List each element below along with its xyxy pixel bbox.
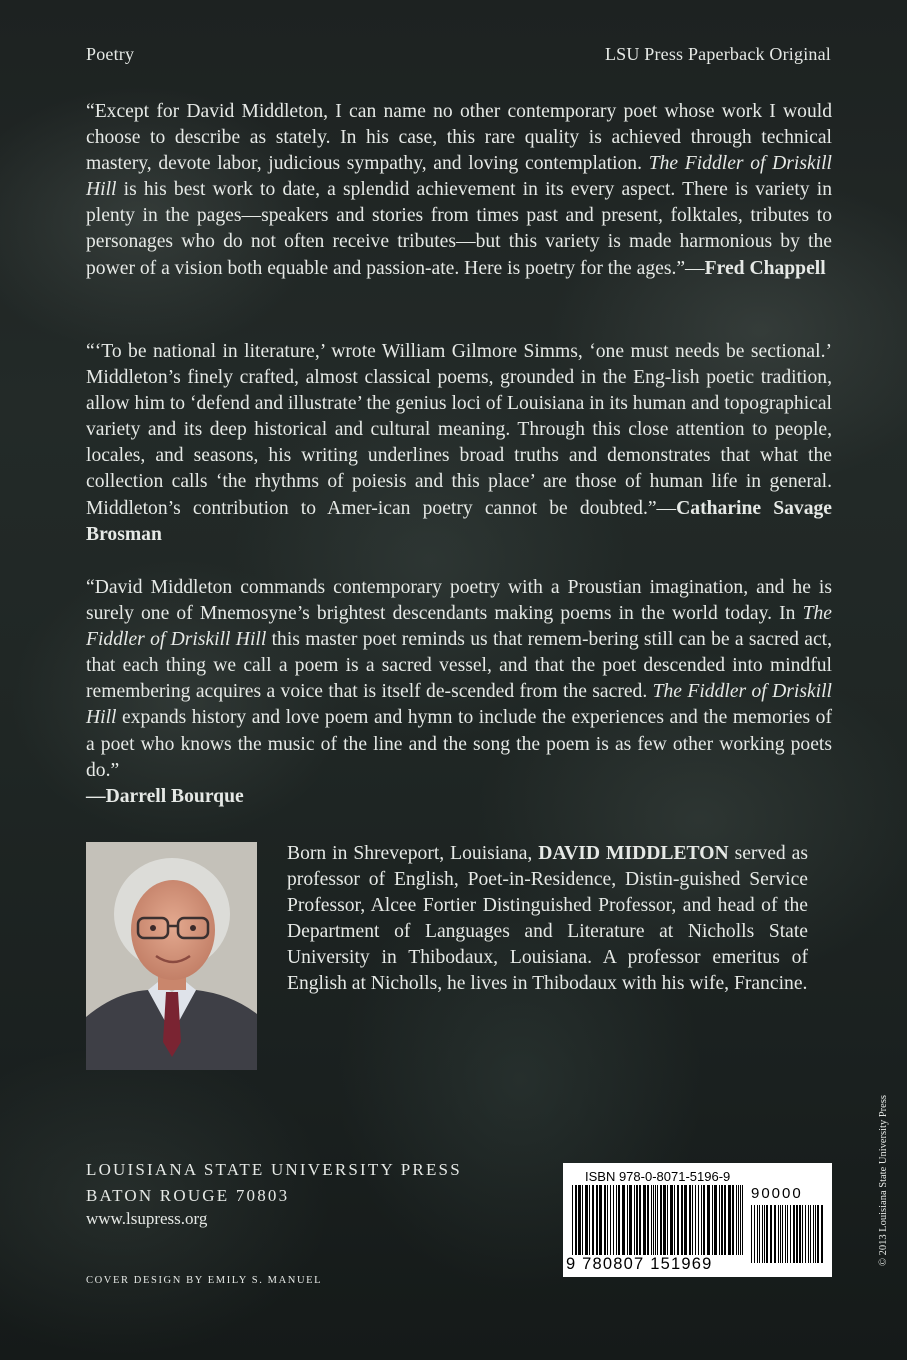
ean-barcode-bars — [572, 1185, 746, 1255]
barcode-bar — [799, 1205, 801, 1263]
barcode-bar — [821, 1205, 823, 1263]
barcode-bar — [582, 1185, 583, 1255]
author-name: DAVID MIDDLETON — [538, 843, 729, 864]
barcode-bar — [677, 1185, 679, 1255]
barcode-bar — [724, 1185, 726, 1255]
category-label: Poetry — [86, 44, 135, 64]
barcode-bar — [589, 1185, 590, 1255]
blurb-author: Fred Chappell — [704, 257, 826, 279]
author-bio — [287, 841, 808, 998]
barcode-bar — [604, 1185, 606, 1255]
publisher-city: BATON ROUGE 70803 — [86, 1186, 290, 1205]
price-addon-code: 90000 — [751, 1185, 803, 1202]
barcode-bar — [585, 1185, 588, 1255]
barcode-bar — [790, 1205, 791, 1263]
copyright-notice: © 2013 Louisiana State University Press — [878, 1095, 889, 1266]
barcode-bar — [622, 1185, 625, 1255]
edition-label: LSU Press Paperback Original — [604, 44, 831, 64]
barcode-bar — [802, 1205, 803, 1263]
barcode-bar — [793, 1205, 795, 1263]
barcode-bar — [651, 1185, 652, 1255]
barcode-bar — [813, 1205, 814, 1263]
author-portrait-illustration — [86, 842, 257, 1070]
barcode-bar — [770, 1205, 772, 1263]
cover-design-credit: COVER DESIGN BY EMILY S. MANUEL — [86, 1275, 323, 1286]
barcode-bar — [698, 1185, 699, 1255]
barcode-bar — [660, 1185, 662, 1255]
barcode-bar — [613, 1185, 614, 1255]
barcode-bar — [736, 1185, 737, 1255]
barcode-bar — [643, 1185, 646, 1255]
barcode-bar — [732, 1185, 734, 1255]
author-photo — [86, 842, 257, 1070]
barcode-bar — [657, 1185, 658, 1255]
barcode-bar — [762, 1205, 763, 1263]
barcode-bar — [647, 1185, 649, 1255]
barcode-bar — [808, 1205, 809, 1263]
blurb-text: “‘To be national in literature,’ wrote William Gilmore Simms, ‘one must needs be sectional.’ Middleton’s finely crafted, almost classical poems, grounded in the Eng-lish poetic tradition, allow him to ‘defend and illustrate’ the genius loci of Louisiana in its human and topographical variety and its deep historical and cultural meaning. Through this close attention to people, locales, and seasons, his writing underlines broad truths and demonstrates that what the collection calls ‘the rhythms of poiesis and this place’ are those of human life in general. Middleton’s contribution to Amer-ican poetry cannot be doubted.”— — [86, 341, 832, 519]
barcode-bar — [592, 1185, 594, 1255]
barcode-bar — [728, 1185, 731, 1255]
blurb-text: expands history and love poem and hymn to include the experiences and the memories of a poet who knows the music of the line and the song the poem is as few other working poets do.” — [86, 707, 832, 781]
barcode-bar — [817, 1205, 819, 1263]
barcode-bar — [751, 1205, 752, 1263]
barcode-bar — [684, 1185, 687, 1255]
barcode-bar — [639, 1185, 641, 1255]
barcode-bar — [629, 1185, 632, 1255]
barcode-bar — [599, 1185, 602, 1255]
barcode-bar — [721, 1185, 723, 1255]
barcode-bar — [618, 1185, 620, 1255]
barcode-bar — [757, 1205, 758, 1263]
blurb-author: —Darrell Bourque — [86, 785, 244, 807]
barcode-bar — [681, 1185, 683, 1255]
book-title: The Fiddler of Driskill Hill — [86, 153, 832, 201]
barcode-bar — [738, 1185, 739, 1255]
bio-intro: Born in Shreveport, Louisiana, — [287, 843, 539, 864]
barcode-bar — [572, 1185, 573, 1255]
barcode-bar — [815, 1205, 816, 1263]
barcode-bar — [674, 1185, 675, 1255]
barcode-bar — [785, 1205, 786, 1263]
barcode-bar — [714, 1185, 717, 1255]
barcode-bar — [695, 1185, 696, 1255]
barcode-bar — [780, 1205, 781, 1263]
barcode-bar — [764, 1205, 765, 1263]
barcode-bar — [712, 1185, 713, 1255]
barcode-bar — [754, 1205, 755, 1263]
barcode-bar — [616, 1185, 617, 1255]
book-title: The Fiddler of Driskill Hill — [86, 681, 832, 729]
barcode-bar — [627, 1185, 628, 1255]
bio-text: served as professor of English, Poet-in-Residence, Distin-guished Service Professor, Alcee Fortier Distinguished Professor, and head of the Department of Languages and Literature at Nicholls State University in Thibodaux, Louisiana. A professor emeritus of English at Nicholls, he lives in Thibodaux with his wife, Francine. — [287, 843, 808, 995]
addon-barcode-bars — [751, 1205, 827, 1263]
barcode-bar — [787, 1205, 788, 1263]
barcode-bar — [742, 1185, 743, 1255]
barcode-bar — [653, 1185, 654, 1255]
barcode-bar — [810, 1205, 811, 1263]
barcode-bar — [774, 1205, 776, 1263]
barcode-bar — [670, 1185, 673, 1255]
barcode-bar — [607, 1185, 608, 1255]
blurb-author: Catharine Savage Brosman — [86, 497, 832, 545]
barcode-bar — [796, 1205, 798, 1263]
barcode-bar — [596, 1185, 598, 1255]
barcode-bar — [805, 1205, 806, 1263]
barcode-bar — [766, 1205, 768, 1263]
barcode-bar — [778, 1205, 779, 1263]
barcode-bar — [740, 1185, 741, 1255]
blurb-brosman — [86, 339, 832, 548]
barcode-bar — [759, 1205, 760, 1263]
barcode-bar — [663, 1185, 666, 1255]
blurb-text: “David Middleton commands contemporary poetry with a Proustian imagination, and he is surely one of Mnemosyne’s brightest descendants making poems in the world today. In — [86, 577, 832, 625]
barcode-bar — [782, 1205, 783, 1263]
isbn-label: ISBN 978-0-8071-5196-9 — [585, 1169, 731, 1184]
barcode-bar — [701, 1185, 702, 1255]
publisher-url[interactable]: www.lsupress.org — [86, 1209, 208, 1228]
ean-digits: 9 780807 151969 — [566, 1255, 713, 1273]
barcode-bar — [575, 1185, 577, 1255]
barcode-bar — [634, 1185, 635, 1255]
barcode-bar — [667, 1185, 668, 1255]
barcode-bar — [655, 1185, 656, 1255]
barcode-bar — [578, 1185, 581, 1255]
blurb-text: “Except for David Middleton, I can name no other contemporary poet whose work I would choose to describe as stately. In his case, this rare quality is achieved through technical mastery, devote labor, judicious sympathy, and loving contemplation. — [86, 101, 832, 175]
blurb-text: is his best work to date, a splendid achievement in its every aspect. There is variety in plenty in the pages—speakers and stories from times past and present, folktales, tributes to personages who do not often receive tributes—but this variety is made harmonious by the power of a vision both equable and passion-ate. Here is poetry for the ages.”— — [86, 179, 832, 279]
book-title: The Fiddler of Driskill Hill — [86, 603, 832, 651]
barcode-bar — [692, 1185, 693, 1255]
barcode-bar — [719, 1185, 720, 1255]
barcode-bar — [610, 1185, 611, 1255]
barcode-bar — [703, 1185, 705, 1255]
publisher-name: LOUISIANA STATE UNIVERSITY PRESS — [86, 1160, 462, 1179]
isbn-barcode — [563, 1163, 832, 1277]
blurb-bourque — [86, 575, 832, 810]
barcode-bar — [636, 1185, 638, 1255]
barcode-bar — [689, 1185, 691, 1255]
blurb-chappell — [86, 99, 832, 282]
barcode-bar — [707, 1185, 710, 1255]
blurb-text: this master poet reminds us that remem-bering still can be a sacred act, that each thing we call a poem is a sacred vessel, and that the poet descended into mindful remembering acquires a voice that is itself de-scended from the sacred. — [86, 629, 833, 703]
